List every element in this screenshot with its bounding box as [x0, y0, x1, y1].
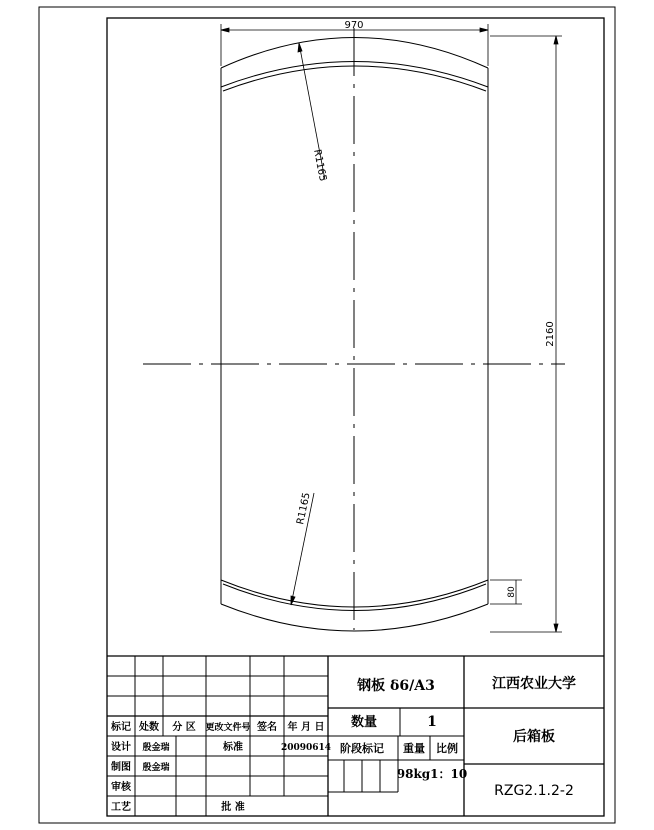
- rev-doc-label: 更改文件号: [205, 723, 251, 733]
- material-text: 钢板 δ6/A3: [357, 678, 435, 694]
- drawing-number: RZG2.1.2-2: [494, 783, 574, 799]
- drafter-name: 殷金瑞: [142, 763, 170, 773]
- quantity-value: 1: [427, 714, 437, 730]
- design-label: 设计: [111, 742, 131, 753]
- weight-label: 重量: [403, 742, 425, 755]
- rev-date-label: 年 月 日: [287, 722, 325, 733]
- rev-mark-label: 标记: [111, 722, 131, 733]
- rev-sign-label: 签名: [257, 722, 277, 733]
- draw-label: 制图: [111, 762, 131, 773]
- standard-label: 标准: [223, 742, 243, 753]
- width-dim-label: 970: [344, 20, 364, 31]
- review-label: 审核: [111, 782, 131, 793]
- rev-zone-label: 分 区: [172, 722, 196, 733]
- rev-count-label: 处数: [139, 722, 159, 733]
- date-value: 20090614: [280, 743, 332, 753]
- edge-dim-label: 80: [507, 586, 517, 598]
- center-lines: [143, 28, 565, 630]
- radius-top-label: R1165: [311, 148, 329, 183]
- quantity-label: 数量: [350, 715, 378, 730]
- outer-border: [39, 7, 615, 823]
- edge-dimension: [490, 580, 522, 604]
- designer-name: 殷金瑞: [142, 743, 170, 753]
- radius-bottom-label: R1165: [295, 491, 313, 526]
- scale-label: 比例: [436, 742, 458, 755]
- process-label: 工艺: [111, 802, 131, 813]
- university-name: 江西农业大学: [492, 676, 576, 692]
- weight-scale-value: 98kg1：10: [396, 767, 468, 781]
- part-name: 后箱板: [513, 729, 555, 745]
- stage-mark-label: 阶段标记: [340, 742, 384, 755]
- approve-label: 批 准: [221, 802, 245, 813]
- height-dim-label: 2160: [545, 321, 556, 347]
